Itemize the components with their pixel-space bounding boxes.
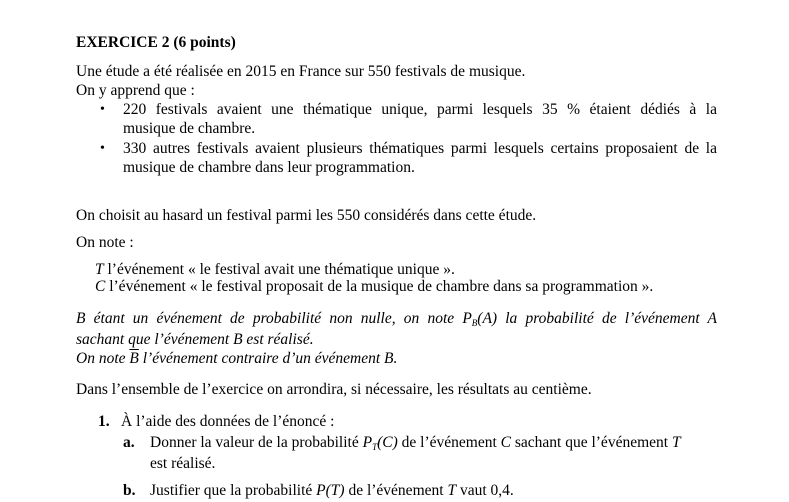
event-c-definition <box>95 277 653 297</box>
choice-sentence: On choisit au hasard un festival parmi les 550 considérés dans cette étude. <box>76 207 537 224</box>
bullet-2-line-1: 330 autres festivals avaient plusieurs thématiques parmi lesquels certains proposaient de la <box>123 140 717 157</box>
event-t-symbol: T <box>95 261 104 278</box>
definition-line-2: sachant que l’événement B est réalisé. <box>76 331 314 348</box>
question-1b-mid: de l’événement <box>344 482 448 499</box>
question-1b-pre: Justifier que la probabilité <box>150 482 317 499</box>
bullet-1-line-1: 220 festivals avaient une thématique unique, parmi lesquels 35 % étaient dédiés à la <box>123 101 717 118</box>
event-t-text: l’événement « le festival avait une thématique unique ». <box>103 261 455 278</box>
question-1a-mid: de l’événement <box>397 434 501 451</box>
question-1a-line-1 <box>150 433 681 457</box>
bullet-1-line-2: musique de chambre. <box>123 120 256 137</box>
question-1a-pre: Donner la valeur de la probabilité <box>150 434 363 451</box>
event-c-text: l’événement « le festival proposait de la musique de chambre dans sa programmation ». <box>105 278 654 295</box>
pt-subscript: T <box>372 442 378 452</box>
definition-line-3-pre: On note <box>76 350 130 367</box>
question-1b-post: vaut 0,4. <box>456 482 514 499</box>
question-1b-line <box>150 481 514 501</box>
b-bar-symbol: $\overline{B}$ <box>129 350 139 367</box>
question-1a-line-2: est réalisé. <box>150 455 216 472</box>
intro-line-1: Une étude a été réalisée en 2015 en France sur 550 festivals de musique. <box>76 63 526 80</box>
pb-argument: (A) <box>477 310 498 327</box>
bullet-1-icon: • <box>100 102 105 117</box>
question-1b-expr: P(T) <box>316 482 345 499</box>
definition-part-1: B étant un événement de probabilité non nulle, on note <box>76 310 463 327</box>
definition-part-2: la probabilité de l’événement A <box>497 310 717 327</box>
pb-symbol: P <box>462 310 472 327</box>
intro-line-2: On y apprend que : <box>76 82 195 99</box>
question-1b-t: T <box>447 482 457 499</box>
pt-argument: (C) <box>377 434 398 451</box>
question-1-number: 1. <box>98 413 110 430</box>
question-1a-post: sachant que l’événement <box>510 434 672 451</box>
pb-subscript: B <box>471 318 478 328</box>
question-1a-label: a. <box>123 434 135 451</box>
question-1-text: À l’aide des données de l’énoncé : <box>121 413 335 430</box>
question-1a-c: C <box>500 434 511 451</box>
definition-line-3-post: l’événement contraire d’un événement B. <box>138 350 398 367</box>
question-1a-t: T <box>671 434 681 451</box>
pt-symbol: P <box>362 434 373 451</box>
bullet-2-icon: • <box>100 141 105 156</box>
on-note-label: On note : <box>76 234 134 251</box>
definition-line-3 <box>76 349 397 369</box>
rounding-instruction: Dans l’ensemble de l’exercice on arrondira, si nécessaire, les résultats au centième. <box>76 381 592 398</box>
question-1b-label: b. <box>123 482 136 499</box>
event-c-symbol: C <box>95 278 106 295</box>
exercise-title: EXERCICE 2 (6 points) <box>76 34 236 51</box>
bullet-2-line-2: musique de chambre dans leur programmation. <box>123 159 415 176</box>
